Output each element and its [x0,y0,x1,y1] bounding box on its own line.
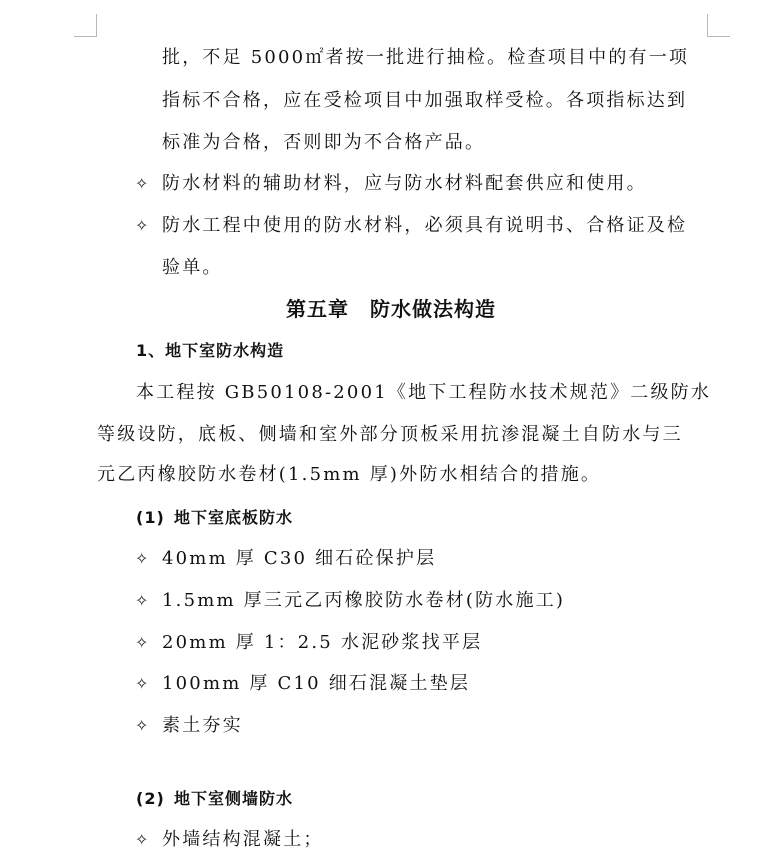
layer-item: 100mm 厚 C10 细石混凝土垫层 [162,673,471,694]
bullet-icon: ✧ [135,716,149,735]
subsection-number: (1) [136,508,165,527]
bullet-icon: ✧ [135,830,149,849]
bullet-icon: ✧ [135,674,149,693]
bullet-icon: ✧ [135,549,149,568]
subsection-heading [136,788,293,810]
page-corner-mark-top-left [74,14,97,37]
section-heading: 1、地下室防水构造 [136,341,285,360]
paragraph-line: 标准为合格，否则即为不合格产品。 [162,132,486,153]
subsection-number: (2) [136,789,165,808]
paragraph-line: 指标不合格，应在受检项目中加强取样受检。各项指标达到 [162,90,688,111]
subsection-heading [136,507,293,529]
page-corner-mark-top-right [707,14,730,37]
note-item: 防水材料的辅助材料，应与防水材料配套供应和使用。 [162,173,647,194]
paragraph-line: 批，不足 5000㎡者按一批进行抽检。检查项目中的有一项 [162,47,690,68]
paragraph-line: 元乙丙橡胶防水卷材(1.5mm 厚)外防水相结合的措施。 [97,464,602,485]
layer-item: 外墙结构混凝土； [162,829,324,850]
note-item-continuation: 验单。 [162,257,223,278]
paragraph-line: 本工程按 GB50108-2001《地下工程防水技术规范》二级防水 [136,382,712,403]
subsection-title: 地下室侧墙防水 [174,789,294,808]
layer-item: 20mm 厚 1：2.5 水泥砂浆找平层 [162,632,483,653]
note-item: 防水工程中使用的防水材料，必须具有说明书、合格证及检 [162,215,688,236]
layer-item: 1.5mm 厚三元乙丙橡胶防水卷材(防水施工) [162,590,566,611]
bullet-icon: ✧ [135,174,149,193]
paragraph-line: 等级设防，底板、侧墙和室外部分顶板采用抗渗混凝土自防水与三 [97,424,683,445]
bullet-icon: ✧ [135,633,149,652]
subsection-title: 地下室底板防水 [174,508,294,527]
layer-item: 40mm 厚 C30 细石砼保护层 [162,548,437,569]
bullet-icon: ✧ [135,591,149,610]
layer-item: 素土夯实 [162,715,243,736]
bullet-icon: ✧ [135,216,149,235]
chapter-title: 第五章 防水做法构造 [286,297,496,321]
